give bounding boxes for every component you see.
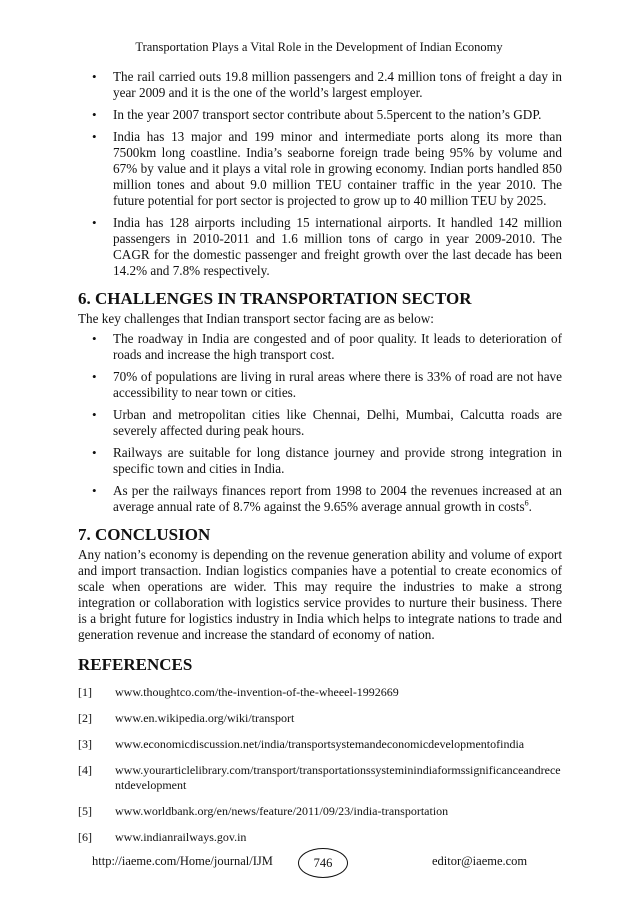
reference-number: [4] — [78, 763, 92, 777]
challenges-intro: The key challenges that Indian transport sector facing are as below: — [78, 311, 434, 326]
list-item: • India has 13 major and 199 minor and intermediate ports along its more than 7500km long coastline. India’s seaborne foreign trade being 95% by volume and 67% by value and it plays a vital role in growing economy. Indian ports handled 850 million tones and about 9.0 million TEU container traffic in the year 2010. The future potential for port sector is projected to grow up to 40 million TEU by 2025. — [78, 129, 562, 209]
citation-superscript: 6 — [524, 498, 529, 508]
reference-url: www.economicdiscussion.net/india/transportsystemandeconomicdevelopmentofindia — [115, 737, 525, 751]
list-item — [78, 483, 562, 515]
list-item: • Railways are suitable for long distance journey and provide strong integration in specific town and cities in India. — [78, 445, 562, 477]
reference-url: www.yourarticlelibrary.com/transport/transportationssysteminindiaformssignificanceandrecentdevelopment — [115, 763, 561, 792]
list-item: • Urban and metropolitan cities like Chennai, Delhi, Mumbai, Calcutta roads are severely affected during peak hours. — [78, 407, 562, 439]
footer-journal-link[interactable]: http://iaeme.com/Home/journal/IJM — [92, 854, 273, 868]
reference-list — [78, 685, 562, 845]
reference-item — [78, 763, 562, 793]
reference-number: [6] — [78, 830, 92, 844]
page-content — [78, 69, 562, 856]
reference-number: [2] — [78, 711, 92, 725]
page-number: 746 — [298, 848, 348, 878]
section-heading-challenges: 6. CHALLENGES IN TRANSPORTATION SECTOR — [78, 289, 472, 308]
section-heading-references: REFERENCES — [78, 655, 193, 674]
list-item: • In the year 2007 transport sector contribute about 5.5percent to the nation’s GDP. — [78, 107, 562, 123]
page-footer — [0, 848, 638, 878]
reference-item — [78, 830, 562, 845]
reference-url: www.indianrailways.gov.in — [115, 830, 247, 844]
reference-item — [78, 737, 562, 752]
reference-item — [78, 685, 562, 700]
list-item: • The roadway in India are congested and of poor quality. It leads to deterioration of roads and increase the high transport cost. — [78, 331, 562, 363]
reference-url: www.en.wikipedia.org/wiki/transport — [115, 711, 295, 725]
reference-url: www.worldbank.org/en/news/feature/2011/09/23/india-transportation — [115, 804, 449, 818]
list-item: • The rail carried outs 19.8 million passengers and 2.4 million tons of freight a day in year 2009 and it is the one of the world’s largest employer. — [78, 69, 562, 101]
reference-number: [3] — [78, 737, 92, 751]
reference-item — [78, 711, 562, 726]
reference-number: [1] — [78, 685, 92, 699]
intro-bullet-list — [78, 69, 562, 279]
reference-item — [78, 804, 562, 819]
challenges-bullet-list — [78, 331, 562, 515]
footer-email[interactable]: editor@iaeme.com — [432, 854, 528, 868]
conclusion-paragraph: Any nation’s economy is depending on the revenue generation ability and volume of export and import transaction. Indian logistics companies have a potential to create economics of scale when operations are wider. This may require the industries to make a strong integration or collaboration with logistics service provides to nurture their business. There is a bright future for logistics industry in India which helps to integrate nations to trade and generation revenue and increase the standard of economy of nation. — [78, 547, 562, 642]
list-item: • 70% of populations are living in rural areas where there is 33% of road are not have accessibility to near town or cities. — [78, 369, 562, 401]
reference-url: www.thoughtco.com/the-invention-of-the-wheeel-1992669 — [115, 685, 399, 699]
list-item-text: As per the railways finances report from 1998 to 2004 the revenues increased at an average annual rate of 8.7% against the 9.65% average annual growth in costs — [113, 483, 562, 514]
running-header: Transportation Plays a Vital Role in the Development of Indian Economy — [135, 40, 503, 54]
list-item: • India has 128 airports including 15 international airports. It handled 142 million passengers in 2010-2011 and 1.6 million tons of cargo in year 2009-2010. The CAGR for the domestic passenger and freight growth over the last decade has been 14.2% and 7.8% respectively. — [78, 215, 562, 279]
section-heading-conclusion: 7. CONCLUSION — [78, 525, 211, 544]
list-item-end: . — [528, 499, 532, 514]
reference-number: [5] — [78, 804, 92, 818]
